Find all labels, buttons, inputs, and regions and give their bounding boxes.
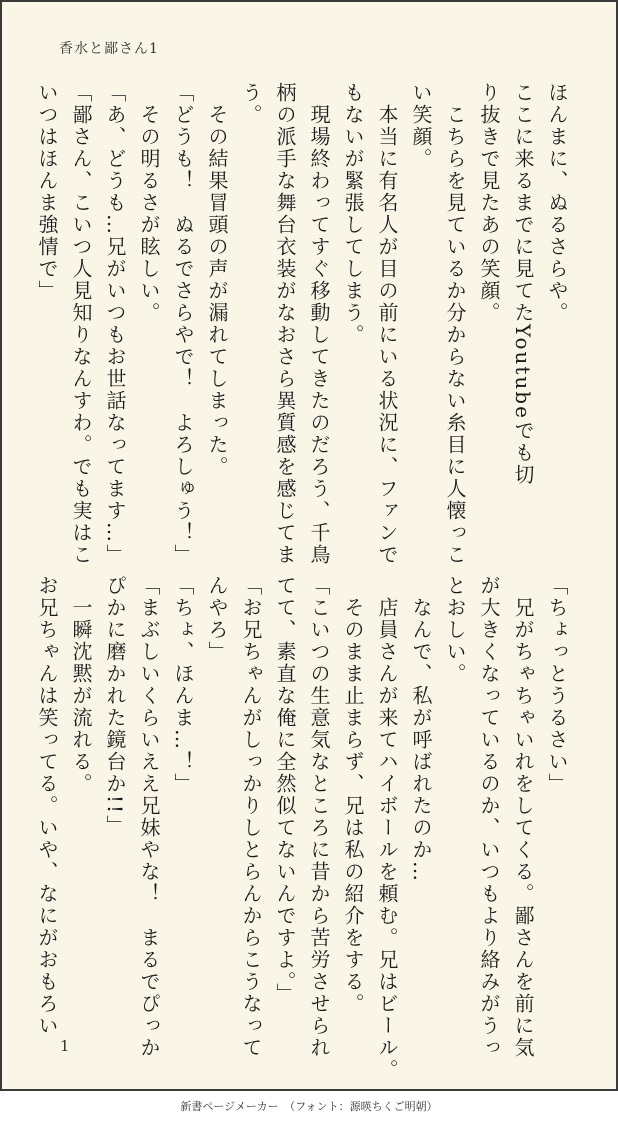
page-header-title: 香水と鄙さん1 bbox=[59, 41, 159, 57]
text-block-bottom: 「ちょっとうるさい」 兄がちゃちゃいれをしてくる。鄙さんを前に気 が大きくなっているのか、いつもより絡みがうっ とおしい。 なんで、私が呼ばれたのか… 店員さんが来てハイボールを頼む。兄はビール。 そのまま止まらず、兄は私の紹介をする。 「こいつの生意気なところに昔から苦労させられ てて、素直な俺に全然似てないんですよ。」 「お兄ちゃんがしっかりしとらんからこうなって んやろ」 「ちょ、ほんま…！」 「まぶしいくらいええ兄妹やな！ まるでぴっか ぴかに磨かれた鏡台か!!」 一瞬沈黙が流れる。 お兄ちゃんは笑ってる。いや、なにがおもろい bbox=[35, 575, 569, 1081]
page-number: 1 bbox=[60, 1037, 70, 1055]
footer-credit: 新書ページメーカー （フォント：源暎ちくご明朝） bbox=[180, 1100, 438, 1113]
text-block-top: ほんまに、ぬるさらや。 ここに来るまでに見てたYoutubeでも切 り抜きで見たあの笑顔。 こちらを見ているか分からない糸目に人懐っこ い笑顔。 本当に有名人が目の前にいる状況に、ファンで もないが緊張してしまう。 現場終わってすぐ移動してきたのだろう、千鳥 柄の派手な舞台衣装がなおさら異質感を感じてま う。 その結果冒頭の声が漏れてしまった。 「どうも！ ぬるでさらやで！ よろしゅう！」 その明るさが眩しい。 「あ、どうも…兄がいつもお世話なってます…」 「鄙さん、こいつ人見知りなんすわ。でも実はこ いつはほんま強情で」 bbox=[35, 82, 569, 566]
